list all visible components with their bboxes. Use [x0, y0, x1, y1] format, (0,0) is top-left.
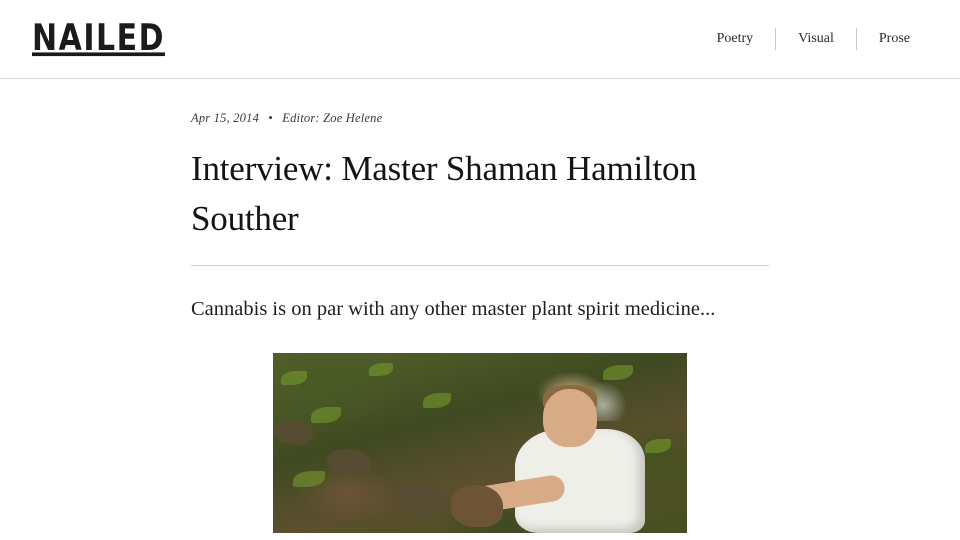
meta-separator: • [268, 111, 273, 125]
nav-item-prose[interactable]: Prose [878, 31, 910, 46]
primary-navigation [695, 28, 932, 50]
article-meta [191, 111, 769, 126]
subject-head [543, 389, 597, 447]
article-inner [191, 111, 769, 533]
page-title: Interview: Master Shaman Hamilton Souther [191, 149, 697, 238]
article-date: Apr 15, 2014 [191, 111, 260, 125]
nav-item-visual[interactable]: Visual [798, 31, 834, 46]
site-header [0, 0, 960, 79]
article-editor: Editor: Zoe Helene [282, 111, 383, 125]
photo-subject [469, 383, 659, 533]
subject-held-object [451, 485, 503, 527]
article-image [273, 353, 687, 533]
article-dek: Cannabis is on par with any other master plant spirit medicine... [191, 298, 716, 321]
site-logo[interactable]: NAILED [32, 17, 165, 60]
title-divider [191, 265, 769, 266]
article [191, 79, 769, 533]
nav-item-poetry[interactable]: Poetry [716, 31, 754, 46]
